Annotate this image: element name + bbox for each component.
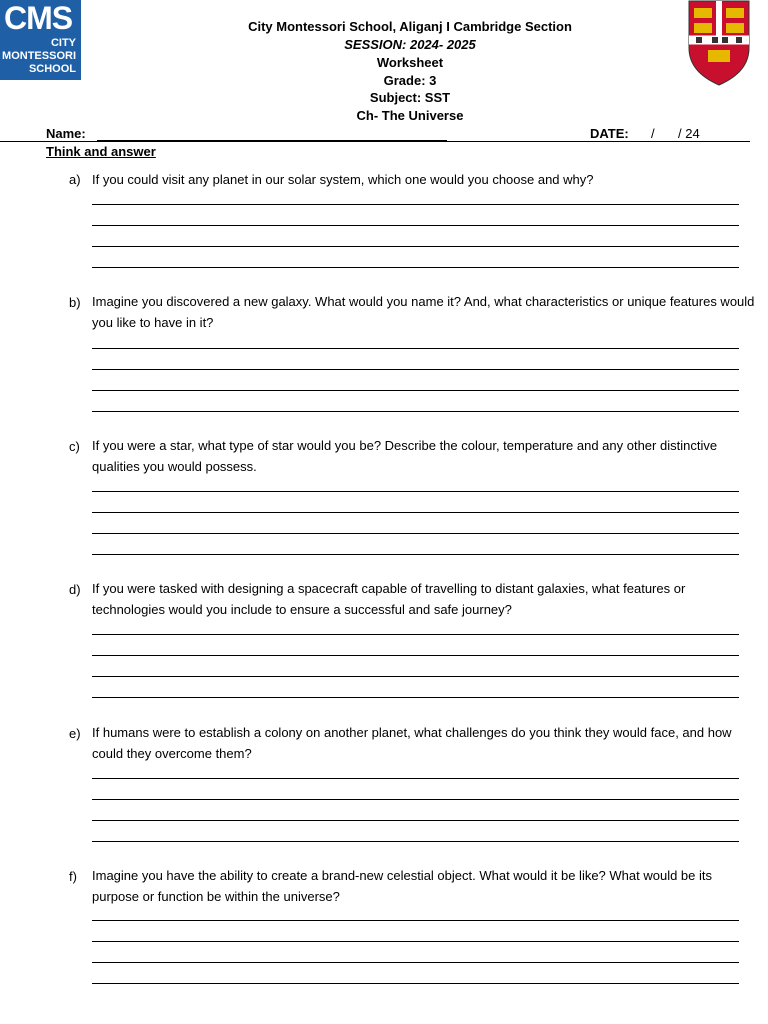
question-text: Imagine you have the ability to create a brand-new celestial object. What would it be like? What would be its purpose or function be within the universe? bbox=[92, 868, 713, 904]
answer-line[interactable] bbox=[92, 799, 739, 800]
answer-line[interactable] bbox=[92, 390, 739, 391]
answer-line[interactable] bbox=[92, 554, 739, 555]
answer-line[interactable] bbox=[92, 941, 739, 942]
school-logo bbox=[0, 0, 81, 80]
subject: Subject: SST bbox=[369, 90, 451, 105]
answer-line[interactable] bbox=[92, 778, 739, 779]
answer-line[interactable] bbox=[92, 655, 739, 656]
question-letter: e) bbox=[69, 726, 81, 741]
answer-line[interactable] bbox=[92, 962, 739, 963]
question-text: Imagine you discovered a new galaxy. What would you name it? And, what characteristics or unique features would you like to have in it? bbox=[92, 294, 755, 330]
logo-line-2: MONTESSORI bbox=[2, 50, 76, 62]
answer-line[interactable] bbox=[92, 204, 739, 205]
grade: Grade: 3 bbox=[383, 73, 437, 88]
answer-line[interactable] bbox=[92, 411, 739, 412]
answer-line[interactable] bbox=[92, 533, 739, 534]
answer-line[interactable] bbox=[92, 225, 739, 226]
date-separator-2: / 24 bbox=[678, 126, 700, 141]
answer-line[interactable] bbox=[92, 246, 739, 247]
session: SESSION: 2024- 2025 bbox=[344, 37, 476, 52]
header-divider bbox=[0, 141, 750, 142]
question-letter: a) bbox=[69, 172, 81, 187]
question-letter: c) bbox=[69, 439, 80, 454]
logo-text: CMS bbox=[4, 0, 73, 36]
answer-line[interactable] bbox=[92, 512, 739, 513]
cambridge-crest-icon bbox=[688, 0, 750, 86]
answer-line[interactable] bbox=[92, 841, 739, 842]
question-text: If you were a star, what type of star would you be? Describe the colour, temperature and any other distinctive qualities you would possess. bbox=[92, 438, 718, 474]
section-title: Think and answer bbox=[46, 144, 156, 159]
question-text: If you were tasked with designing a spacecraft capable of travelling to distant galaxies, what features or technologies would you include to ensure a successful and safe journey? bbox=[92, 581, 686, 617]
question-letter: f) bbox=[69, 869, 77, 884]
answer-line[interactable] bbox=[92, 676, 739, 677]
worksheet-title: Worksheet bbox=[376, 55, 444, 70]
name-label: Name: bbox=[46, 126, 86, 141]
date-label: DATE: bbox=[590, 126, 629, 141]
logo-line-1: CITY bbox=[50, 37, 76, 49]
school-name: City Montessori School, Aliganj I Cambridge Section bbox=[248, 19, 572, 34]
question-text: If humans were to establish a colony on another planet, what challenges do you think they would face, and how could they overcome them? bbox=[92, 725, 732, 761]
logo-line-3: SCHOOL bbox=[28, 63, 76, 75]
question-letter: b) bbox=[69, 295, 81, 310]
answer-line[interactable] bbox=[92, 820, 739, 821]
question-text: If you could visit any planet in our solar system, which one would you choose and why? bbox=[92, 172, 594, 187]
question-letter: d) bbox=[69, 582, 81, 597]
answer-line[interactable] bbox=[92, 369, 739, 370]
answer-line[interactable] bbox=[92, 983, 739, 984]
answer-line[interactable] bbox=[92, 267, 739, 268]
date-separator-1: / bbox=[651, 126, 655, 141]
answer-line[interactable] bbox=[92, 920, 739, 921]
name-field[interactable] bbox=[97, 140, 447, 141]
chapter: Ch- The Universe bbox=[356, 108, 464, 123]
answer-line[interactable] bbox=[92, 634, 739, 635]
answer-line[interactable] bbox=[92, 348, 739, 349]
answer-line[interactable] bbox=[92, 491, 739, 492]
answer-line[interactable] bbox=[92, 697, 739, 698]
